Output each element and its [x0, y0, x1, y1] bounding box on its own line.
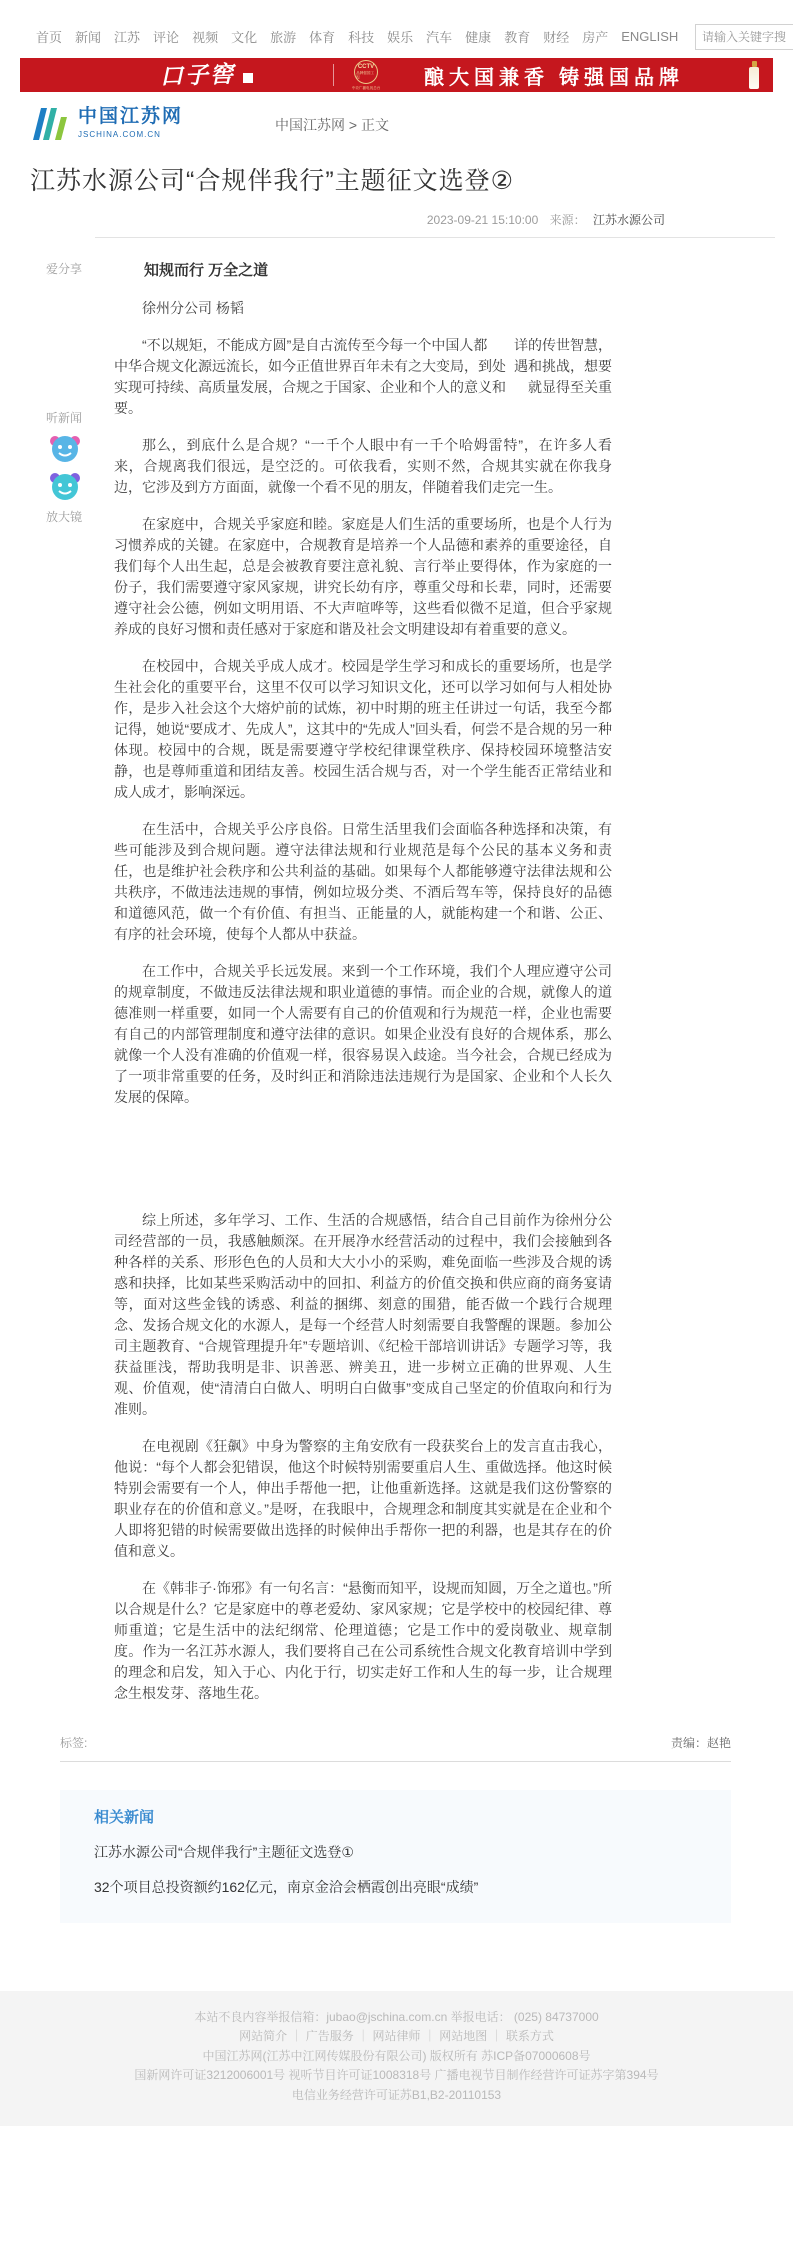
nav-item-entertainment[interactable]: 娱乐: [387, 30, 414, 45]
breadcrumb[interactable]: 中国江苏网 > 正文: [275, 117, 389, 133]
main-content: [0, 238, 793, 1704]
article-source: 江苏水源公司: [592, 212, 665, 227]
brand-seal-icon: [243, 73, 253, 83]
essay-paragraph-2: 那么，到底什么是合规？“一千个人眼中有一千个哈姆雷特”，在许多人看来，合规离我们很远，是空泛的。可依我看，实则不然，合规其实就在你我身边，它涉及到方方面面，就像一个看不见的朋友，伴随着我们走完一生。: [114, 436, 612, 495]
nav-item-jiangsu[interactable]: 江苏: [114, 30, 141, 45]
footer-copyright: 中国江苏网(江苏中江网传媒股份有限公司) 版权所有 苏ICP备07000608号: [202, 2048, 591, 2063]
brand-calligraphy: 口子窖: [159, 60, 236, 90]
share-widget-label[interactable]: 爱分享: [45, 261, 82, 276]
footer-telecom-license: 电信业务经营许可证苏B1,B2-20110153: [291, 2087, 502, 2102]
page-title: 江苏水源公司“合规伴我行”主题征文选登②: [30, 167, 515, 195]
cctv-badge-sub: 中央广播电视总台: [351, 85, 381, 90]
ad-banner[interactable]: [20, 58, 773, 92]
paragraph-line: [114, 377, 612, 398]
nav-item-news[interactable]: 新闻: [75, 30, 102, 45]
site-header: [30, 106, 793, 147]
nav-item-education[interactable]: 教育: [504, 30, 531, 45]
site-name: 中国江苏网: [78, 106, 184, 127]
nav-item-english[interactable]: ENGLISH: [621, 29, 679, 44]
essay-paragraph-4: 在校园中，合规关乎成人成才。校园是学生学习和成长的重要场所，也是学生社会化的重要平台，这里不仅可以学习知识文化，还可以学习如何与人相处协作，是步入社会这个大熔炉前的试炼，初中时期的班主任讲过一句话，我至今都记得，她说“要成才、先成人”，这其中的“先成人”回头看，何尝不是合规的另一种体现。校园中的合规，既是需要遵守学校纪律课堂秩序、保持校园环境整洁安静，也是尊师重道和团结友善。校园生活合规与否，对一个学生能否正常结业和成人成才，影响深远。: [114, 657, 612, 800]
site-logo-icon[interactable]: [30, 106, 70, 147]
content-gap: [114, 1108, 612, 1194]
line-left: 实现可持续、高质量发展，合规之于国家、企业和个人的意义和: [114, 378, 506, 395]
essay-paragraph-7: 综上所述，多年学习、工作、生活的合规感悟，结合自己目前作为徐州分公司经营部的一员，我感触颇深。在开展净水经营活动的过程中，我们会接触到各种各样的关系、形形色色的人员和大大小小的采购，难免面临一些涉及合规的诱惑和抉择，比如某些采购活动中的回扣、利益方的价值交换和供应商的商务宴请等，面对这些金钱的诱惑、利益的捆绑、刻意的围猎，能否做一个践行合规理念、发扬合规文化的水源人，是每一个经营人时刻需要自我警醒的课题。参加公司主题教育、“合规管理提升年”专题培训、《纪检干部培训讲话》专题学习等，我获益匪浅，帮助我明是非、识善恶、辨美丑，进一步树立正确的世界观、人生观、价值观，使“清清白白做人、明明白白做事”变成自己坚定的价值取向和行为准则。: [114, 1211, 612, 1417]
footer-link-contact[interactable]: ｜ 联系方式: [491, 2029, 554, 2043]
nav-item-video[interactable]: 视频: [192, 30, 219, 45]
editor-label: 责编：: [670, 1735, 707, 1750]
nav-item-auto[interactable]: 汽车: [426, 30, 453, 45]
page-footer: [0, 1991, 793, 2127]
nav-item-sports[interactable]: 体育: [309, 30, 336, 45]
nav-item-tech[interactable]: 科技: [348, 30, 375, 45]
article-date: 2023-09-21 15:10:00: [426, 212, 539, 227]
line-right: 遇和挑战，想要: [514, 357, 612, 374]
report-email-link[interactable]: jubao@jschina.com.cn: [326, 2009, 448, 2024]
tags-label: 标签:: [60, 1735, 88, 1750]
paragraph-line: [114, 398, 612, 419]
essay-paragraph-6: 在工作中，合规关乎长远发展。来到一个工作环境，我们个人理应遵守公司的规章制度，不做违反法律法规和职业道德的事情。而企业的合规，就像人的道德准则一样重要，如同一个人需要有自己的价值观和行为规范一样，企业也需要有自己的内部管理制度和遵守法律的意识。如果企业没有良好的合规体系，那么就像一个人没有准确的价值观一样，很容易误入歧途。当今社会，合规已经成为了一项非常重要的任务，及时纠正和消除违法违规行为是国家、企业和个人长久发展的保障。: [114, 962, 612, 1105]
footer-licenses: 国新网许可证3212006001号 视听节目许可证1008318号 广播电视节目制作经营许可证苏字第394号: [134, 2068, 659, 2082]
editor-credit: [671, 1734, 731, 1751]
search-input[interactable]: [695, 24, 793, 50]
essay-paragraph-3: 在家庭中，合规关乎家庭和睦。家庭是人们生活的重要场所，也是个人行为习惯养成的关键。在家庭中，合规教育是培养一个人品德和素养的重要途径，自我们每个人出生起，总是会被教育要注意礼貌、言行举止要得体，作为家庭的一份子，我们需要遵守家风家规，讲究长幼有序，尊重父母和长辈，同时，还需要遵守社会公德，例如文明用语、不大声喧哗等，这些看似微不足道，但合乎家规养成的良好习惯和责任感对于家庭和谐及社会文明建设却有着重要的意义。: [114, 515, 612, 637]
footer-link-ads[interactable]: ｜ 广告服务: [290, 2029, 353, 2043]
related-news-panel: [60, 1790, 731, 1923]
editor-name: 赵艳: [706, 1735, 731, 1750]
essay-author: 徐州分公司 杨韬: [142, 299, 244, 316]
line-right: 就显得至关重: [528, 378, 612, 395]
nav-item-travel[interactable]: 旅游: [270, 30, 297, 45]
cctv-badge-bottom: 品牌强国工程: [356, 70, 375, 80]
footer-link-lawyer[interactable]: ｜ 网站律师: [357, 2029, 420, 2043]
nav-item-realestate[interactable]: 房产: [582, 30, 609, 45]
magnifier-label[interactable]: 放大镜: [45, 509, 82, 524]
footer-report-line: [0, 2008, 793, 2028]
nav-item-comment[interactable]: 评论: [153, 30, 180, 45]
related-news-link-1[interactable]: 江苏水源公司“合规伴我行”主题征文选登①: [94, 1843, 354, 1860]
nav-item-health[interactable]: 健康: [465, 30, 492, 45]
article-source-label: 来源：: [549, 212, 586, 227]
line-right: 详的传世智慧，: [514, 336, 612, 353]
related-news-link-2[interactable]: 32个项目总投资额约162亿元，南京金洽会栖霞创出亮眼“成绩”: [94, 1878, 479, 1895]
listen-news-label[interactable]: 听新闻: [45, 410, 82, 425]
listen-mascot-icon-2[interactable]: [48, 470, 82, 502]
line-left: 要。: [114, 399, 142, 416]
footer-link-about[interactable]: 网站简介: [239, 2029, 288, 2043]
footer-links-line: [0, 2027, 793, 2047]
article-body: [114, 238, 612, 1704]
cctv-badge: [350, 60, 382, 90]
footer-link-sitemap[interactable]: ｜ 网站地图: [424, 2029, 487, 2043]
essay-paragraph-5: 在生活中，合规关乎公序良俗。日常生活里我们会面临各种选择和决策，有些可能涉及到合规问题。遵守法律法规和行业规范是每个公民的基本义务和责任，也是维护社会秩序和公共利益的基础。如果每个人都能够遵守法律法规和公共秩序，不做违法违规的事情，例如垃圾分类、不酒后驾车等，保持良好的品德和道德风范，做一个有价值、有担当、正能量的人，就能构建一个和谐、公正、有序的社会环境，使每个人都从中获益。: [114, 820, 612, 942]
top-navigation: [0, 0, 793, 52]
listen-mascot-icon-1[interactable]: [48, 432, 82, 464]
essay-paragraph-1: [114, 335, 612, 419]
site-domain: JSCHINA.COM.CN: [78, 130, 161, 139]
banner-slogan: 酿大国兼香 铸强国品牌: [424, 66, 684, 89]
essay-paragraph-9: 在《韩非子·饰邪》有一句名言：“悬衡而知平，设规而知圆，万全之道也。”所以合规是什么？它是家庭中的尊老爱幼、家风家规；它是学校中的校园纪律、尊师重道；它是生活中的法纪纲常、伦理道德；它是工作中的爱岗敬业、规章制度。作为一名江苏水源人，我们要将自己在公司系统性合规文化教育培训中学到的理念和启发，知入于心、内化于行，切实走好工作和人生的每一步，让合规理念生根发芽、落地生花。: [114, 1579, 612, 1701]
nav-item-culture[interactable]: 文化: [231, 30, 258, 45]
tags-row: [60, 1734, 731, 1762]
nav-item-home[interactable]: 首页: [36, 30, 63, 45]
article-meta: [0, 211, 793, 228]
related-news-title: 相关新闻: [94, 1808, 155, 1826]
paragraph-line: [114, 335, 612, 356]
report-phone: 举报电话： (025) 84737000: [450, 2009, 599, 2024]
report-label: 本站不良内容举报信箱：: [194, 2009, 327, 2024]
nav-item-finance[interactable]: 财经: [543, 30, 570, 45]
line-left: “不以规矩，不能成方圆”是自古流传至今每一个中国人都: [142, 336, 488, 353]
essay-paragraph-8: 在电视剧《狂飙》中身为警察的主角安欣有一段获奖台上的发言直击我心，他说：“每个人都会犯错误，他这个时候特别需要重启人生、重做选择。他这时候特别会需要有一个人，伸出手帮他一把，让他重新选择。这就是我们这份警察的职业存在的价值和意义。”是呀，在我眼中，合规理念和制度其实就是在企业和个人即将犯错的时候需要做出选择的时候伸出手帮你一把的利器，也是其存在的价值和意义。: [114, 1437, 612, 1559]
bottle-image: [749, 61, 759, 89]
line-left: 中华合规文化源远流长，如今正值世界百年未有之大变局，到处: [114, 357, 506, 374]
essay-title: 知规而行 万全之道: [144, 261, 269, 279]
side-rail: [0, 238, 88, 525]
banner-divider: [333, 64, 334, 86]
paragraph-line: [114, 356, 612, 377]
site-logo-text[interactable]: [78, 106, 183, 139]
cctv-badge-top: CCTV: [357, 64, 375, 70]
